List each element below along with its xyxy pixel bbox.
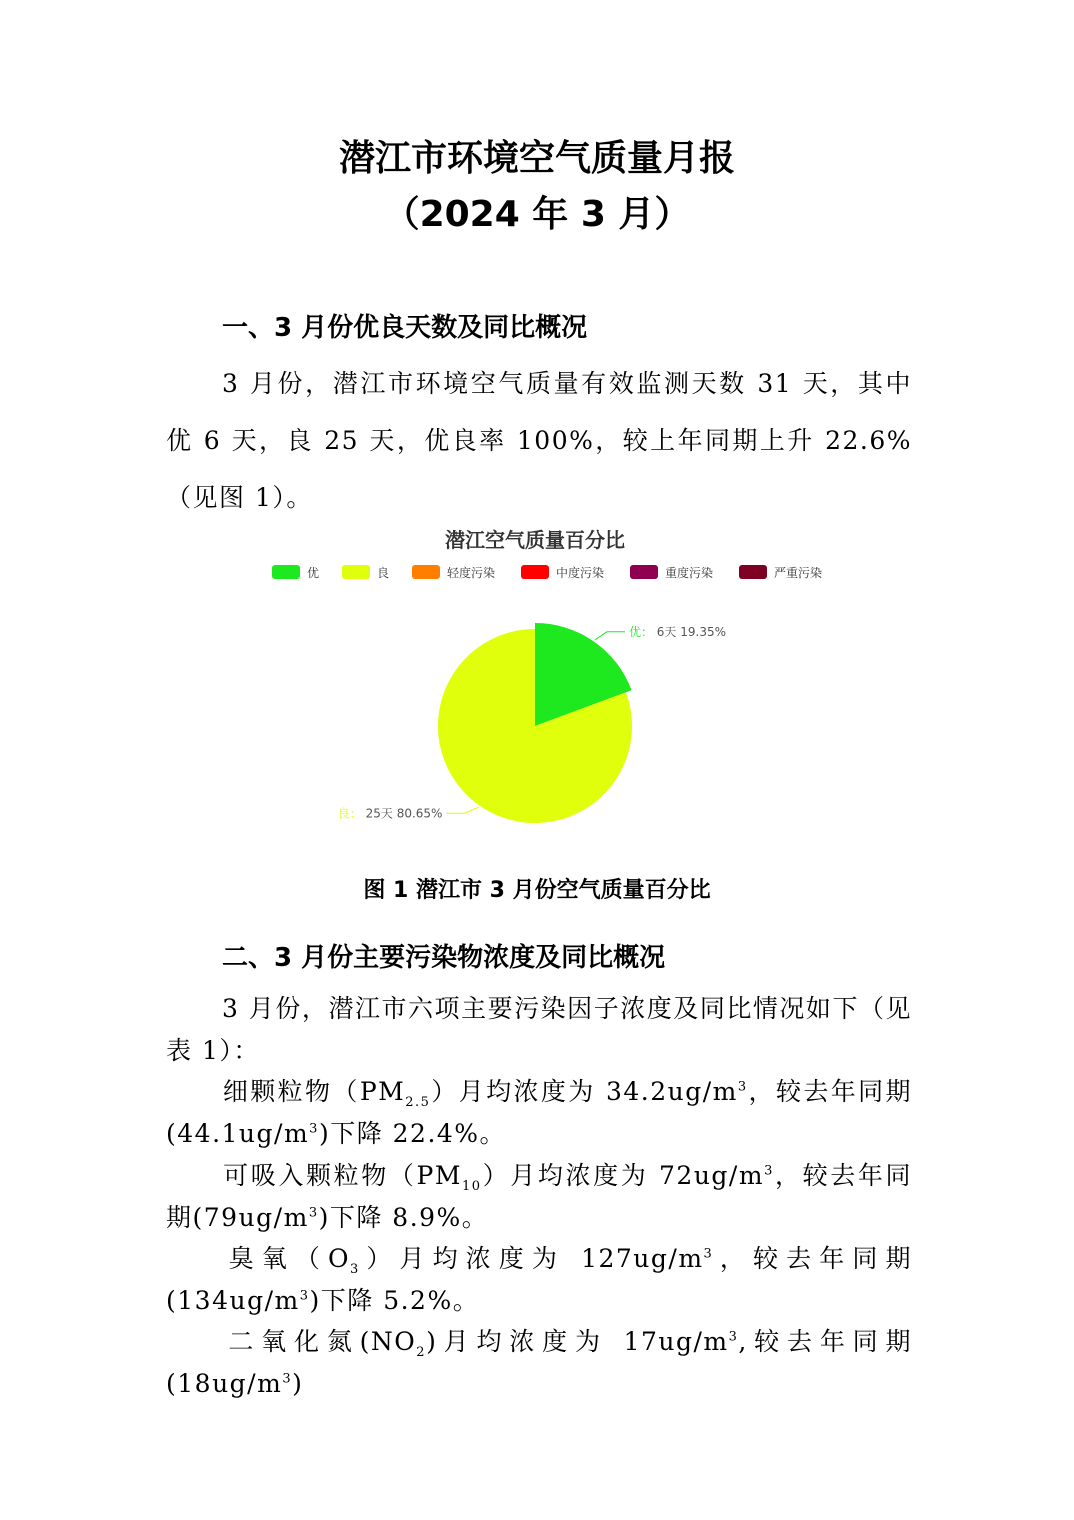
pm25-compare: ，较去年同期(44.1ug/m [166, 1077, 912, 1148]
pie-label-优 [629, 624, 726, 639]
document-title: 潜江市环境空气质量月报 [338, 138, 735, 179]
section2-heading: 二、3 月份主要污染物浓度及同比概况 [222, 943, 666, 973]
o3-name: 臭氧（O [222, 1244, 350, 1273]
pm10-sup: 3 [764, 1163, 774, 1179]
pm10-name: 可吸入颗粒物（PM [222, 1161, 462, 1190]
pm10-compare-sup: 3 [308, 1205, 319, 1221]
document-subtitle: （2024 年 3 月） [383, 194, 691, 235]
no2-name: 二氧化氮(NO [222, 1327, 417, 1356]
no2-paragraph [166, 1321, 912, 1405]
air-quality-pie-chart [250, 520, 830, 840]
legend-swatch-2[interactable] [412, 565, 440, 579]
pie-leader-优 [595, 632, 625, 640]
legend-label-4[interactable]: 重度污染 [665, 566, 714, 580]
o3-value: ）月均浓度为 127ug/m [359, 1244, 704, 1273]
pie-label-name-优: 优： [628, 624, 653, 639]
legend-swatch-3[interactable] [521, 565, 549, 579]
chart-title: 潜江空气质量百分比 [445, 528, 625, 552]
pm10-change: )下降 8.9%。 [318, 1203, 489, 1232]
section2-intro-text: 3 月份，潜江市六项主要污染因子浓度及同比情况如下（见表 1）： [166, 994, 912, 1065]
pm25-sup: 3 [737, 1079, 748, 1095]
figure1-caption: 图 1 潜江市 3 月份空气质量百分比 [363, 878, 711, 903]
pie-leader-良 [446, 807, 478, 813]
pm10-paragraph [166, 1155, 912, 1239]
pie-slices [438, 623, 632, 823]
pm10-sub: 10 [461, 1179, 482, 1194]
legend-swatch-0[interactable] [272, 565, 300, 579]
legend-label-3[interactable]: 中度污染 [556, 566, 605, 580]
legend-swatch-4[interactable] [630, 565, 658, 579]
pm25-compare-sup: 3 [309, 1121, 319, 1137]
o3-sup: 3 [703, 1246, 714, 1262]
no2-sub: 2 [416, 1345, 427, 1360]
pm10-value: ）月均浓度为 72ug/m [481, 1161, 765, 1190]
legend-label-2[interactable]: 轻度污染 [447, 566, 496, 580]
legend-label-0[interactable]: 优 [307, 566, 320, 580]
o3-compare-sup: 3 [299, 1288, 310, 1304]
no2-compare: ,较去年同期(18ug/m [166, 1327, 913, 1398]
no2-compare-sup: 3 [282, 1371, 293, 1387]
pm25-name: 细颗粒物（PM [222, 1077, 406, 1106]
legend-swatch-5[interactable] [739, 565, 767, 579]
pie-label-name-良: 良： [337, 806, 362, 821]
no2-change: ) [292, 1369, 304, 1398]
pm25-value: ）月均浓度为 34.2ug/m [430, 1077, 738, 1106]
o3-sub: 3 [349, 1262, 360, 1277]
pie-label-良 [338, 806, 443, 820]
o3-change: )下降 5.2%。 [309, 1286, 480, 1315]
pm10-compare: ，较去年同期(79ug/m [166, 1161, 912, 1232]
legend-label-5[interactable]: 严重污染 [774, 566, 823, 580]
legend-swatch-1[interactable] [342, 565, 370, 579]
o3-compare: ，较去年同期(134ug/m [166, 1244, 912, 1315]
o3-paragraph [166, 1238, 912, 1322]
no2-sup: 3 [728, 1329, 739, 1345]
pm25-sub: 2.5 [405, 1095, 431, 1110]
pm25-paragraph [166, 1071, 912, 1155]
legend-label-1[interactable]: 良 [377, 566, 390, 580]
pm25-change: )下降 22.4%。 [318, 1119, 507, 1148]
pie-label-value-优: 6天 19.35% [652, 624, 727, 639]
section1-heading: 一、3 月份优良天数及同比概况 [222, 313, 588, 343]
section2-intro [166, 988, 912, 1072]
pie-label-value-良: 25天 80.65% [361, 806, 443, 821]
chart-legend [272, 565, 822, 580]
section1-paragraph [166, 355, 912, 526]
no2-value: )月均浓度为 17ug/m [426, 1327, 729, 1356]
section1-text: 3 月份，潜江市环境空气质量有效监测天数 31 天，其中优 6 天，良 25 天，优良率 100%，较上年同期上升 22.6%（见图 1）。 [166, 369, 912, 512]
